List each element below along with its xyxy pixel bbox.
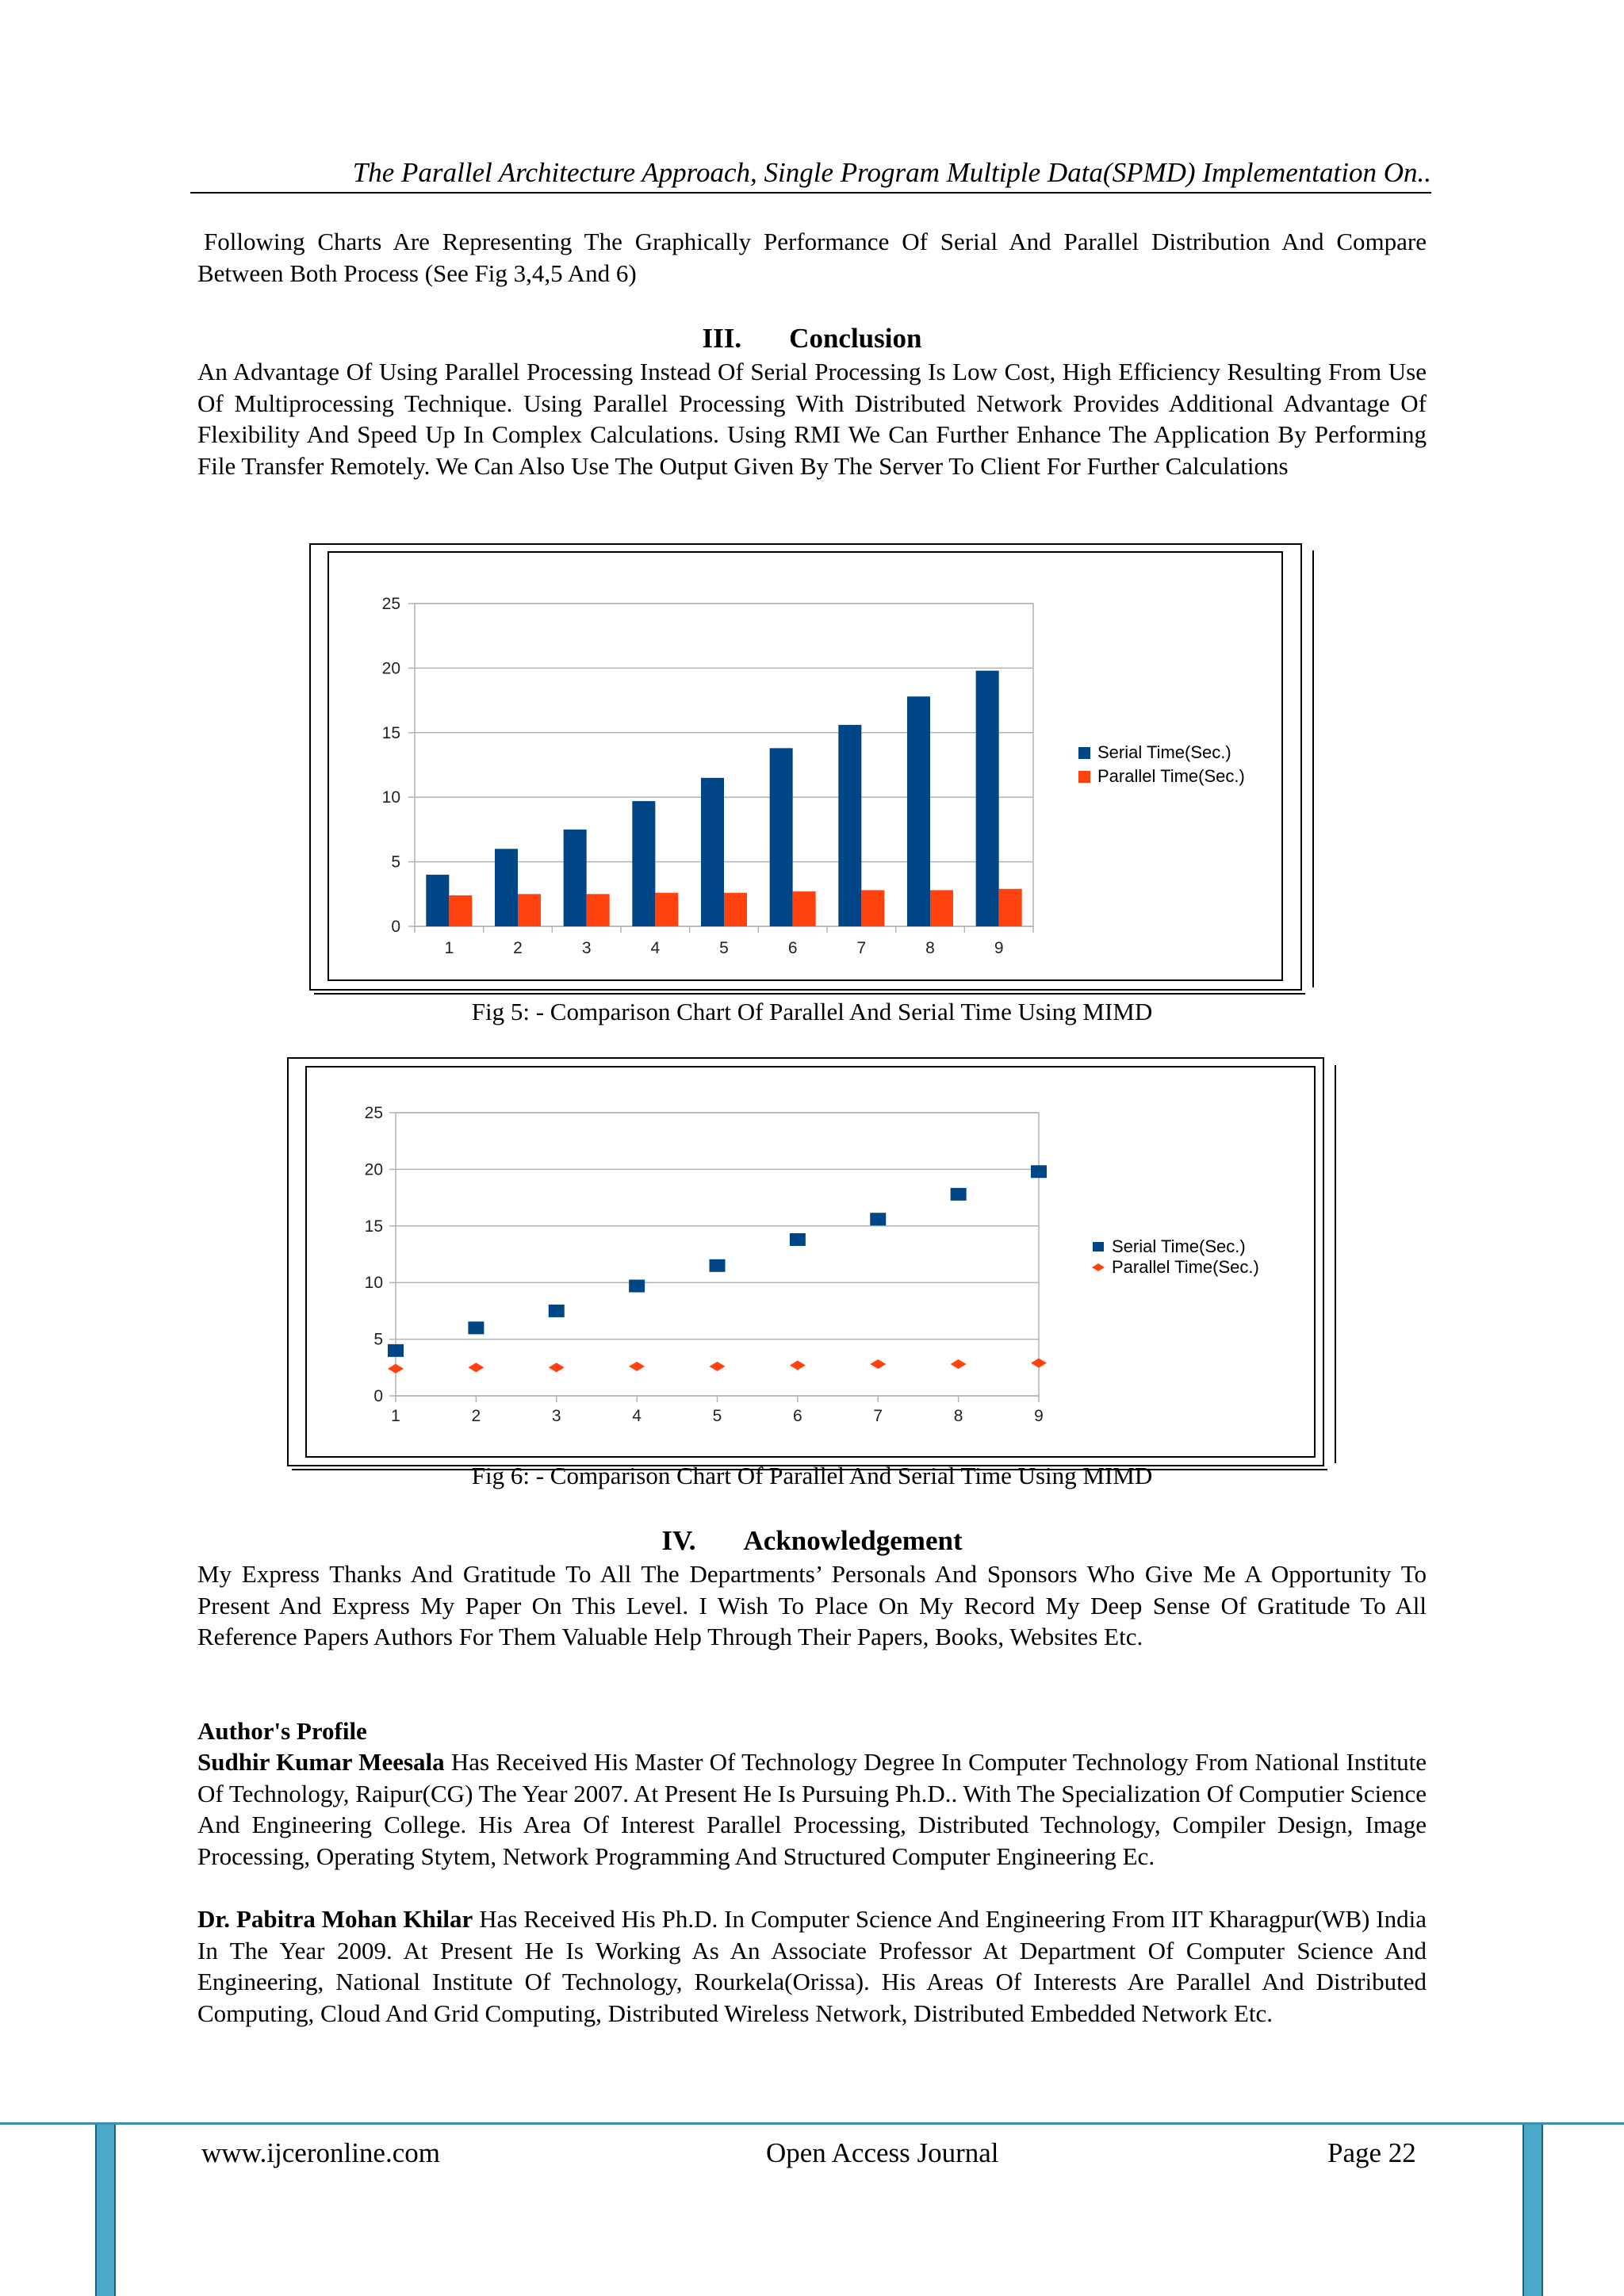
fig5-bar-parallel: [999, 889, 1022, 926]
fig5-bar-serial: [770, 748, 793, 926]
fig6-legend-label: Parallel Time(Sec.): [1112, 1257, 1259, 1277]
fig5-bar-serial: [907, 696, 930, 926]
conclusion-title: Conclusion: [789, 323, 922, 354]
fig6-y-tick-label: 15: [364, 1217, 383, 1236]
fig6-point-parallel: [549, 1363, 565, 1372]
fig5-y-tick-label: 25: [381, 595, 400, 613]
fig6-scatter-chart: [287, 1057, 1339, 1479]
footer-journal: Open Access Journal: [766, 2137, 999, 2168]
footer-right-bar: [1522, 2125, 1543, 2296]
fig6-point-serial: [629, 1279, 645, 1292]
fig5-bar-parallel: [449, 895, 472, 926]
author1-text: Has Received His Master Of Technology Degree In Computer Technology From National Institute Of Technology, Raipur(CG) The Year 2007. At Present He Is Pursuing Ph.D.. With The Specialization Of Computier Science And Engineering College. His Area Of Interest Parallel Processing, Distributed Technology, Compiler Design, Image Processing, Operating Stytem, Network Programming And Structured Computer Engineering Ec.: [197, 1748, 1427, 1870]
fig6-legend-label: Serial Time(Sec.): [1112, 1236, 1246, 1256]
fig6-legend-marker: [1093, 1242, 1104, 1251]
fig5-bar-parallel: [518, 894, 541, 926]
author2-name: Dr. Pabitra Mohan Khilar: [197, 1905, 473, 1933]
fig6-x-tick-label: 1: [391, 1407, 400, 1425]
author1-name: Sudhir Kumar Meesala: [197, 1748, 445, 1776]
fig6-point-serial: [388, 1344, 404, 1357]
fig5-x-tick-label: 8: [925, 939, 935, 957]
fig5-y-tick-label: 5: [391, 853, 400, 872]
acknowledgement-number: IV.: [661, 1525, 696, 1556]
author2-profile: [197, 1903, 1427, 2029]
fig6-x-tick-label: 9: [1034, 1407, 1044, 1425]
fig6-y-tick-label: 25: [364, 1104, 383, 1122]
conclusion-number: III.: [702, 323, 742, 354]
fig5-x-tick-label: 1: [444, 939, 454, 957]
acknowledgement-paragraph: My Express Thanks And Gratitude To All The Departments’ Personals And Sponsors Who Give Me A Opportunity To Present And Express My Paper On This Level. I Wish To Place On My Record My Deep Sense Of Gratitude To All Reference Papers Authors For Them Valuable Help Through Their Papers, Books, Websites Etc.: [197, 1560, 1427, 1651]
conclusion-paragraph: An Advantage Of Using Parallel Processing Instead Of Serial Processing Is Low Cost, High Efficiency Resulting From Use Of Multiprocessing Technique. Using Parallel Processing With Distributed Network Provides Additional Advantage Of Flexibility And Speed Up In Complex Calculations. Using RMI We Can Further Enhance The Application By Performing File Transfer Remotely. We Can Also Use The Output Given By The Server To Client For Further Calculations: [197, 358, 1427, 480]
footer-website: www.ijceronline.com: [201, 2137, 440, 2168]
author1-profile: [197, 1746, 1427, 1872]
fig5-legend-swatch: [1078, 771, 1090, 783]
fig6-caption: Fig 6: - Comparison Chart Of Parallel And Serial Time Using MIMD: [471, 1462, 1153, 1489]
fig5-bar-parallel: [861, 890, 884, 926]
fig5-caption: Fig 5: - Comparison Chart Of Parallel And Serial Time Using MIMD: [471, 998, 1153, 1025]
fig6-point-serial: [870, 1213, 886, 1225]
acknowledgement-heading: [197, 1524, 1427, 1558]
fig6-point-parallel: [790, 1360, 806, 1370]
fig5-bar-serial: [495, 849, 518, 926]
fig6-y-tick-label: 20: [364, 1160, 383, 1179]
fig6-x-tick-label: 3: [551, 1407, 561, 1425]
fig5-bar-serial: [564, 830, 587, 926]
fig6-x-tick-label: 2: [471, 1407, 481, 1425]
fig5-legend-swatch: [1078, 747, 1090, 759]
fig6-x-tick-label: 7: [873, 1407, 883, 1425]
fig5-bar-parallel: [655, 893, 678, 926]
fig6-plot-area: [396, 1113, 1039, 1396]
authors-heading: Author's Profile: [197, 1717, 367, 1745]
footer-page-number: Page 22: [1327, 2137, 1416, 2168]
fig5-x-tick-label: 2: [513, 939, 523, 957]
fig6-x-tick-label: 4: [632, 1407, 642, 1425]
fig5-x-tick-label: 9: [994, 939, 1004, 957]
fig6-point-parallel: [468, 1363, 484, 1372]
fig5-x-tick-label: 5: [719, 939, 729, 957]
fig5-y-tick-label: 15: [381, 723, 400, 742]
fig5-x-tick-label: 7: [856, 939, 867, 957]
fig6-x-tick-label: 8: [953, 1407, 963, 1425]
fig5-bar-serial: [838, 725, 861, 926]
fig5-y-tick-label: 10: [381, 788, 400, 807]
fig5-bar-serial: [632, 801, 655, 926]
fig5-bar-serial: [701, 778, 724, 926]
fig5-x-tick-label: 4: [650, 939, 661, 957]
fig6-point-parallel: [388, 1364, 404, 1374]
fig5-bar-parallel: [930, 890, 953, 926]
fig5-x-tick-label: 3: [581, 939, 592, 957]
fig5-bar-serial: [976, 671, 999, 926]
fig6-point-serial: [549, 1305, 565, 1317]
conclusion-heading: [197, 321, 1427, 356]
fig6-point-serial: [790, 1233, 806, 1246]
fig6-point-parallel: [870, 1359, 886, 1369]
header-rule: [190, 192, 1431, 194]
fig6-x-tick-label: 5: [712, 1407, 722, 1425]
fig6-point-serial: [468, 1321, 484, 1334]
fig6-chart: [287, 1057, 1326, 1470]
fig6-x-tick-label: 6: [793, 1407, 802, 1425]
author2-text: Has Received His Ph.D. In Computer Science And Engineering From IIT Kharagpur(WB) India In The Year 2009. At Present He Is Working As An Associate Professor At Department Of Computer Science And Engineering, National Institute Of Technology, Rourkela(Orissa). His Areas Of Interests Are Parallel And Distributed Computing, Cloud And Grid Computing, Distributed Wireless Network, Distributed Embedded Network Etc.: [197, 1905, 1427, 2027]
fig5-bar-parallel: [587, 894, 610, 926]
fig6-legend-marker: [1092, 1263, 1105, 1271]
fig6-y-tick-label: 10: [364, 1274, 383, 1293]
fig6-point-parallel: [629, 1362, 645, 1371]
fig6-y-tick-label: 0: [373, 1387, 383, 1405]
fig5-x-tick-label: 6: [787, 939, 798, 957]
fig5-bar-serial: [426, 875, 449, 926]
fig6-point-serial: [951, 1188, 967, 1201]
fig6-point-parallel: [710, 1362, 726, 1371]
fig5-y-tick-label: 20: [381, 659, 400, 678]
acknowledgement-title: Acknowledgement: [743, 1525, 963, 1556]
fig5-bar-parallel: [724, 893, 747, 926]
footer-left-bar: [95, 2125, 116, 2296]
running-header: The Parallel Architecture Approach, Single Program Multiple Data(SPMD) Implementation On..: [352, 157, 1431, 188]
fig5-chart: [309, 543, 1304, 994]
fig6-point-serial: [710, 1259, 726, 1272]
fig5-legend-label: Serial Time(Sec.): [1097, 742, 1231, 762]
fig6-point-parallel: [951, 1359, 967, 1369]
fig6-point-parallel: [1031, 1359, 1047, 1368]
fig5-legend-label: Parallel Time(Sec.): [1097, 766, 1245, 786]
fig6-point-serial: [1031, 1165, 1047, 1178]
fig5-bar-parallel: [793, 891, 816, 926]
fig6-y-tick-label: 5: [373, 1330, 383, 1349]
footer-rule: [0, 2122, 1624, 2125]
fig5-bar-chart: [309, 543, 1316, 1003]
intro-paragraph: Following Charts Are Representing The Graphically Performance Of Serial And Parallel Distribution And Compare Between Both Process (See Fig 3,4,5 And 6): [197, 228, 1427, 287]
fig5-y-tick-label: 0: [391, 918, 400, 936]
